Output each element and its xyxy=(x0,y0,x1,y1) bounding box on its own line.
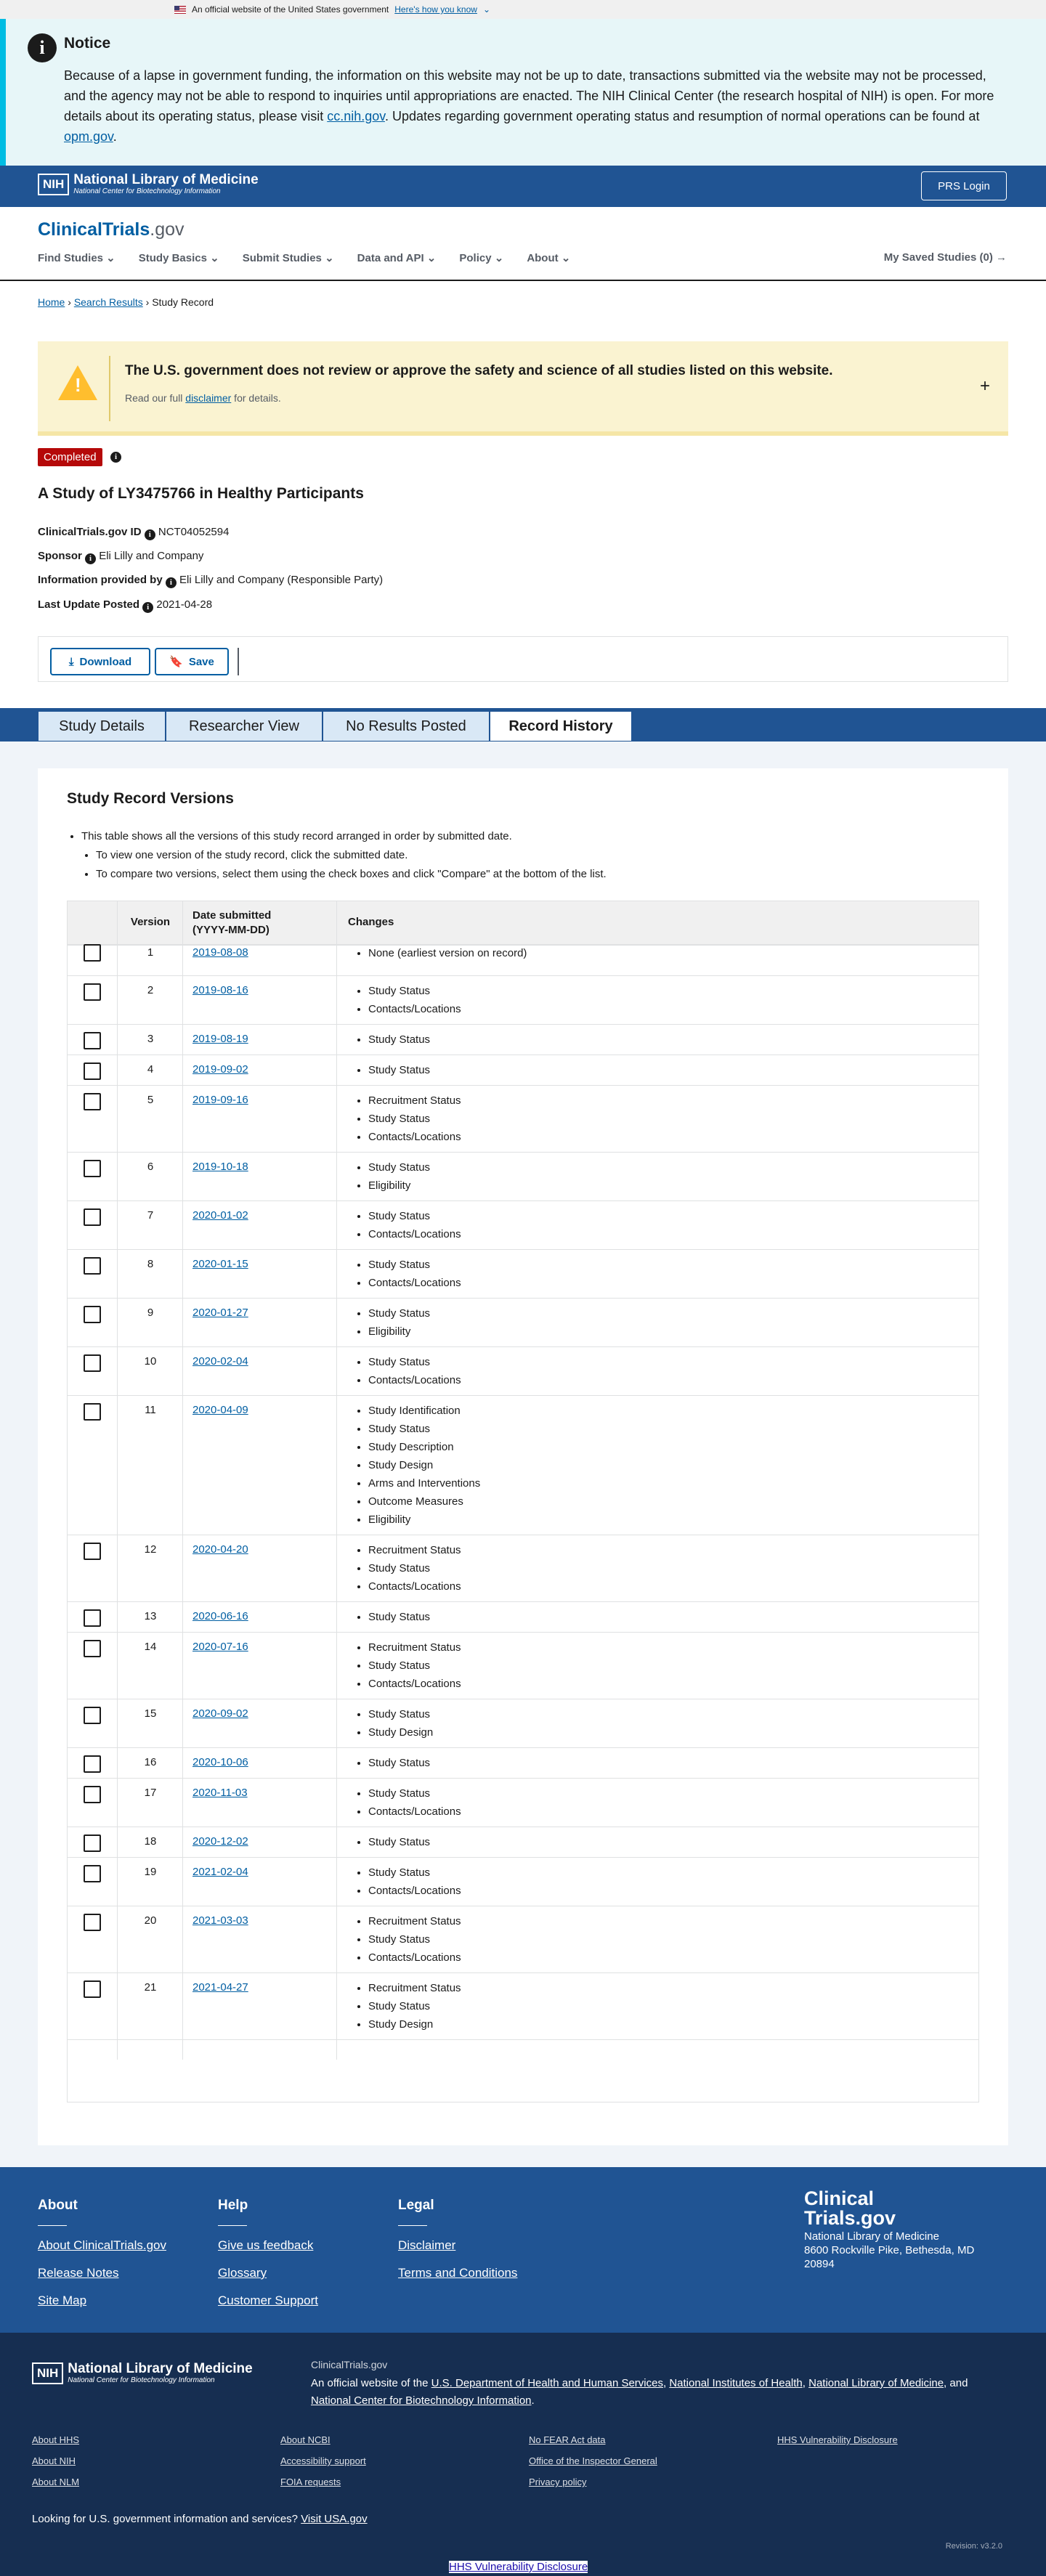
footer-glossary[interactable]: Glossary xyxy=(218,2266,267,2280)
version-date-link[interactable]: 2019-09-16 xyxy=(192,1094,248,1106)
privacy-link[interactable]: Privacy policy xyxy=(529,2477,587,2487)
change-item: • Contacts/Locations xyxy=(368,1371,461,1389)
save-button[interactable]: 🔖 Save xyxy=(155,648,229,675)
change-item: • Contacts/Locations xyxy=(368,1577,461,1596)
ncbi-name: National Center for Biotechnology Information xyxy=(73,187,221,195)
chevron-down-icon: ⌄ xyxy=(206,252,219,264)
changes-list xyxy=(368,1402,480,1529)
hhs-vuln-link[interactable]: HHS Vulnerability Disclosure xyxy=(777,2434,898,2445)
bookmark-icon: 🔖 xyxy=(169,656,183,668)
nav-item-find-studies[interactable]: Find Studies ⌄ xyxy=(38,252,115,264)
changes-list xyxy=(368,1031,430,1049)
version-number: 8 xyxy=(147,1258,154,1270)
tab-record-history[interactable]: Record History xyxy=(490,711,632,741)
change-item: • Recruitment Status xyxy=(368,1912,461,1930)
change-item: • Study Status xyxy=(368,1559,461,1577)
nav-item-submit-studies[interactable]: Submit Studies ⌄ xyxy=(242,252,334,264)
revision-text: Revision: v3.2.0 xyxy=(945,2542,1002,2551)
us-flag-icon xyxy=(174,6,186,14)
version-number: 11 xyxy=(145,1404,156,1416)
about-nlm-link[interactable]: About NLM xyxy=(32,2477,80,2487)
footer-terms[interactable]: Terms and Conditions xyxy=(398,2266,518,2280)
version-date-link[interactable]: 2020-01-02 xyxy=(192,1209,248,1222)
change-item: • Recruitment Status xyxy=(368,1979,461,1997)
version-number: 17 xyxy=(144,1787,157,1799)
warning-icon: ! xyxy=(58,365,97,400)
change-item: • Study Status xyxy=(368,1997,461,2015)
compare-checkbox[interactable] xyxy=(84,1640,101,1657)
accessibility-link[interactable]: Accessibility support xyxy=(280,2455,366,2466)
change-item: • Study Status xyxy=(368,1657,461,1675)
breadcrumb-search-results[interactable]: Search Results xyxy=(73,296,143,308)
nih-logo-mark: NIH xyxy=(32,2362,63,2384)
info-icon[interactable]: i xyxy=(145,529,155,540)
info-provided-value: Eli Lilly and Company (Responsible Party) xyxy=(179,574,384,586)
changes-list xyxy=(368,1541,461,1596)
sponsor-value: Eli Lilly and Company xyxy=(99,550,204,562)
info-icon[interactable]: i xyxy=(85,553,96,564)
compare-checkbox[interactable] xyxy=(84,1403,101,1421)
nlm-logo[interactable] xyxy=(38,173,259,196)
change-item: • Study Status xyxy=(368,1158,430,1177)
version-date-link[interactable]: 2019-09-02 xyxy=(192,1063,248,1076)
table-row xyxy=(68,1778,979,1827)
status-info-icon[interactable]: i xyxy=(110,452,121,463)
disclaimer-banner[interactable] xyxy=(38,341,1008,436)
change-item: • Contacts/Locations xyxy=(368,1128,461,1146)
changes-list xyxy=(368,1705,433,1742)
version-date-link[interactable]: 2020-06-16 xyxy=(192,1610,248,1622)
changes-list xyxy=(368,1833,430,1851)
compare-checkbox[interactable] xyxy=(84,1032,101,1049)
change-item: • Study Status xyxy=(368,1207,461,1225)
version-date-link[interactable]: 2019-08-08 xyxy=(192,946,248,959)
compare-checkbox[interactable] xyxy=(84,1093,101,1110)
version-number: 5 xyxy=(147,1094,154,1106)
version-date-link[interactable]: 2021-03-03 xyxy=(192,1914,248,1927)
changes-list xyxy=(368,1912,461,1967)
info-provided-row: Information provided by i Eli Lilly and Company (Responsible Party) xyxy=(38,574,384,587)
disclaimer-title: The U.S. government does not review or approve the safety and science of all studies listed on this website. xyxy=(125,363,833,378)
footer-secondary xyxy=(0,2333,1046,2576)
table-row xyxy=(68,1298,979,1346)
version-number: 18 xyxy=(144,1835,157,1848)
version-number: 15 xyxy=(144,1707,157,1720)
disclaimer-text: Read our full disclaimer for details. xyxy=(125,392,281,404)
col-divider xyxy=(182,901,183,2060)
change-item: • Study Status xyxy=(368,1304,430,1322)
footer-customer-support[interactable]: Customer Support xyxy=(218,2293,318,2307)
col-divider xyxy=(117,901,118,2060)
nih-link[interactable]: National Institutes of Health xyxy=(669,2377,803,2389)
table-row xyxy=(68,1972,979,2039)
action-bar xyxy=(38,636,1008,682)
study-id-row: ClinicalTrials.gov ID i NCT04052594 xyxy=(38,526,230,539)
change-item: • Eligibility xyxy=(368,1322,430,1341)
change-item: • Contacts/Locations xyxy=(368,1274,461,1292)
site-logo[interactable]: ClinicalTrials.gov xyxy=(38,219,185,240)
changes-list xyxy=(368,1864,461,1900)
footer-primary xyxy=(0,2167,1046,2333)
compare-checkbox[interactable] xyxy=(84,1257,101,1275)
about-nih-link[interactable]: About NIH xyxy=(32,2455,76,2466)
change-item: • Study Status xyxy=(368,1031,430,1049)
change-item: • Outcome Measures xyxy=(368,1492,480,1511)
compare-checkbox[interactable] xyxy=(84,983,101,1001)
nih-header xyxy=(0,166,1046,207)
compare-checkbox[interactable] xyxy=(84,1707,101,1724)
hhs-link[interactable]: U.S. Department of Health and Human Services xyxy=(431,2377,663,2389)
change-item: • Study Design xyxy=(368,1723,433,1742)
changes-list xyxy=(368,1256,461,1292)
table-row xyxy=(68,1200,979,1249)
change-item: • Arms and Interventions xyxy=(368,1474,480,1492)
nav-divider xyxy=(0,280,1046,281)
change-item: • Study Status xyxy=(368,1754,430,1772)
last-update-row: Last Update Posted i 2021-04-28 xyxy=(38,598,213,612)
change-item: • Study Design xyxy=(368,2015,461,2033)
version-date-link[interactable]: 2019-08-16 xyxy=(192,984,248,996)
version-number: 9 xyxy=(147,1307,154,1319)
changes-list xyxy=(368,1608,430,1626)
version-date-link[interactable]: 2020-09-02 xyxy=(192,1707,248,1720)
version-date-link[interactable]: 2020-02-04 xyxy=(192,1355,248,1368)
compare-checkbox[interactable] xyxy=(84,1063,101,1080)
info-icon: i xyxy=(28,33,57,62)
change-item: • Recruitment Status xyxy=(368,1541,461,1559)
table-row xyxy=(68,1346,979,1395)
change-item: • Recruitment Status xyxy=(368,1638,461,1657)
version-date-link[interactable]: 2020-04-20 xyxy=(192,1543,248,1556)
version-number: 6 xyxy=(147,1161,154,1173)
arrow-right-icon: → xyxy=(996,251,1007,264)
study-id: NCT04052594 xyxy=(158,526,230,538)
change-item: • Study Status xyxy=(368,1061,430,1079)
nav-item-study-basics[interactable]: Study Basics ⌄ xyxy=(138,252,219,264)
col-date: Date submitted (YYYY-MM-DD) xyxy=(192,909,272,936)
changes-list xyxy=(368,944,527,962)
footer-legal-title: Legal xyxy=(398,2198,434,2213)
table-row xyxy=(68,1152,979,1200)
disclaimer-link[interactable]: disclaimer xyxy=(185,392,232,404)
version-date-link[interactable]: 2020-12-02 xyxy=(192,1835,248,1848)
opm-link[interactable]: opm.gov xyxy=(64,129,113,144)
table-row xyxy=(68,1827,979,1857)
usa-gov-row: Looking for U.S. government information and services? Visit USA.gov xyxy=(32,2513,368,2525)
table-row xyxy=(68,1249,979,1298)
versions-table-header xyxy=(68,901,979,945)
change-item: • Contacts/Locations xyxy=(368,1949,461,1967)
change-item: • Study Status xyxy=(368,982,461,1000)
table-row xyxy=(68,1906,979,1972)
nav-item-about[interactable]: About ⌄ xyxy=(527,252,571,264)
version-number: 20 xyxy=(144,1914,157,1927)
breadcrumb: Home › Search Results › Study Record xyxy=(38,296,214,308)
footer-about-ct[interactable]: About ClinicalTrials.gov xyxy=(38,2238,166,2252)
version-number: 13 xyxy=(144,1610,157,1622)
download-button[interactable]: ⤓ Download xyxy=(50,648,150,675)
version-number: 12 xyxy=(144,1543,157,1556)
col-version: Version xyxy=(130,916,171,928)
chevron-down-icon: ⌄ xyxy=(321,252,334,264)
version-date-link[interactable]: 2019-10-18 xyxy=(192,1161,248,1173)
col-changes: Changes xyxy=(348,916,394,928)
footer-rule xyxy=(398,2225,427,2226)
footer-release-notes[interactable]: Release Notes xyxy=(38,2266,119,2280)
footer-disclaimer[interactable]: Disclaimer xyxy=(398,2238,456,2252)
usa-gov-link[interactable]: Visit USA.gov xyxy=(301,2513,368,2525)
table-row xyxy=(68,1601,979,1632)
compare-checkbox[interactable] xyxy=(84,1865,101,1882)
change-item: • Contacts/Locations xyxy=(368,1803,461,1821)
version-date-link[interactable]: 2020-01-15 xyxy=(192,1258,248,1270)
changes-list xyxy=(368,1979,461,2033)
change-item: • Study Status xyxy=(368,1930,461,1949)
changes-list xyxy=(368,1353,461,1389)
version-number: 21 xyxy=(144,1981,157,1994)
changes-list xyxy=(368,1784,461,1821)
change-item: • Study Status xyxy=(368,1353,461,1371)
version-number: 3 xyxy=(147,1033,154,1045)
status-badge: Completed xyxy=(38,448,102,466)
version-date-link[interactable]: 2020-07-16 xyxy=(192,1641,248,1653)
notice-title: Notice xyxy=(64,35,111,52)
change-item: • Study Status xyxy=(368,1784,461,1803)
nih-logo-mark: NIH xyxy=(38,174,69,195)
inspector-general-link[interactable]: Office of the Inspector General xyxy=(529,2455,657,2466)
compare-checkbox[interactable] xyxy=(84,1835,101,1852)
change-item: • Eligibility xyxy=(368,1177,430,1195)
nav-item-data-and-api[interactable]: Data and API ⌄ xyxy=(357,252,437,264)
how-you-know-link[interactable]: Here's how you know xyxy=(394,4,477,15)
changes-list xyxy=(368,1092,461,1146)
record-versions-title: Study Record Versions xyxy=(67,790,234,807)
footer-site-name: ClinicalTrials.gov xyxy=(311,2359,388,2370)
change-item: • Study Status xyxy=(368,1608,430,1626)
my-saved-studies-link[interactable]: My Saved Studies (0) → xyxy=(883,251,1007,264)
table-row xyxy=(68,945,979,975)
version-date-link[interactable]: 2019-08-19 xyxy=(192,1033,248,1045)
sponsor-row: Sponsor i Eli Lilly and Company xyxy=(38,550,204,563)
version-date-link[interactable]: 2020-11-03 xyxy=(192,1787,248,1799)
record-versions-intro: • This table shows all the versions of this study record arranged in order by submitted date. • To view one version of the study record, click the submitted date. • To compare two versions, select them using the check boxes and click "Compare" at the bottom of the list. xyxy=(81,827,607,884)
change-item: • Study Status xyxy=(368,1705,433,1723)
table-row xyxy=(68,1857,979,1906)
nav-item-policy[interactable]: Policy ⌄ xyxy=(459,252,504,264)
info-icon[interactable]: i xyxy=(142,602,153,613)
main-nav xyxy=(38,251,570,264)
compare-checkbox[interactable] xyxy=(84,1755,101,1773)
table-row xyxy=(68,1632,979,1699)
change-item: • Study Identification xyxy=(368,1402,480,1420)
gov-banner xyxy=(0,0,1046,19)
table-row xyxy=(68,1395,979,1535)
changes-list xyxy=(368,1061,430,1079)
version-number: 4 xyxy=(147,1063,154,1076)
gov-banner-text: An official website of the United States government xyxy=(192,4,389,15)
chevron-down-icon: ⌄ xyxy=(558,252,571,264)
version-number: 16 xyxy=(144,1756,157,1768)
change-item: • Contacts/Locations xyxy=(368,1882,461,1900)
study-tabs xyxy=(0,708,1046,741)
table-row xyxy=(68,1535,979,1601)
tab-researcher-view[interactable]: Researcher View xyxy=(166,711,323,741)
compare-checkbox[interactable] xyxy=(84,944,101,962)
compare-checkbox[interactable] xyxy=(84,1208,101,1226)
version-date-link[interactable]: 2021-04-27 xyxy=(192,1981,248,1994)
about-ncbi-link[interactable]: About NCBI xyxy=(280,2434,331,2445)
compare-checkbox[interactable] xyxy=(84,1609,101,1627)
changes-list xyxy=(368,1158,430,1195)
chevron-down-icon: ⌄ xyxy=(482,4,491,15)
change-item: • Study Description xyxy=(368,1438,480,1456)
change-item: • Contacts/Locations xyxy=(368,1225,461,1243)
version-number: 10 xyxy=(144,1355,157,1368)
tab-study-details[interactable]: Study Details xyxy=(38,711,166,741)
version-number: 7 xyxy=(147,1209,154,1222)
footer-help-title: Help xyxy=(218,2198,248,2213)
footer-address: National Library of Medicine 8600 Rockville Pike, Bethesda, MD 20894 xyxy=(804,2230,975,2270)
ncbi-link[interactable]: National Center for Biotechnology Information xyxy=(311,2394,532,2407)
change-item: • Study Status xyxy=(368,1420,480,1438)
changes-list xyxy=(368,1754,430,1772)
version-number: 19 xyxy=(144,1866,157,1878)
change-item: • Study Status xyxy=(368,1864,461,1882)
version-number: 1 xyxy=(147,946,154,959)
table-row xyxy=(68,1699,979,1747)
versions-table xyxy=(67,901,979,2102)
footer-rule xyxy=(218,2225,247,2226)
cc-nih-link[interactable]: cc.nih.gov xyxy=(327,109,385,123)
table-row xyxy=(68,1747,979,1778)
change-item: • Study Design xyxy=(368,1456,480,1474)
col-divider xyxy=(336,901,337,2060)
foia-link[interactable]: FOIA requests xyxy=(280,2477,341,2487)
version-number: 14 xyxy=(144,1641,157,1653)
footer-feedback[interactable]: Give us feedback xyxy=(218,2238,314,2252)
breadcrumb-home[interactable]: Home xyxy=(38,296,65,308)
compare-checkbox[interactable] xyxy=(84,1160,101,1177)
disclaimer-divider xyxy=(109,356,110,421)
notice-body: Because of a lapse in government funding, the information on this website may not be up to date, transactions submitted via the website may not be processed, and the agency may not be able to respond to inquiries until appropriations are enacted. The NIH Clinical Center (the research hospital of NIH) is open. For more details about its operating status, please visit cc.nih.gov. Updates regarding government operating status and resumption of normal operations can be found at opm.gov. xyxy=(64,68,994,144)
chevron-down-icon: ⌄ xyxy=(491,252,504,264)
study-title: A Study of LY3475766 in Healthy Participants xyxy=(38,485,364,502)
funding-notice xyxy=(0,19,1046,166)
compare-checkbox[interactable] xyxy=(84,1543,101,1560)
change-item: • Study Status xyxy=(368,1833,430,1851)
footer-rule xyxy=(38,2225,67,2226)
tab-no-results-posted[interactable]: No Results Posted xyxy=(323,711,490,741)
bottom-hhs-vuln-link[interactable]: HHS Vulnerability Disclosure xyxy=(449,2561,588,2573)
change-item: • Eligibility xyxy=(368,1511,480,1529)
compare-checkbox[interactable] xyxy=(84,1354,101,1372)
nlm-name: National Library of Medicine xyxy=(73,172,259,187)
action-divider xyxy=(238,648,239,675)
changes-list xyxy=(368,1207,461,1243)
version-date-link[interactable]: 2021-02-04 xyxy=(192,1866,248,1878)
download-icon: ⤓ xyxy=(68,655,74,668)
table-row xyxy=(68,1055,979,1085)
table-row xyxy=(68,1085,979,1152)
changes-list xyxy=(368,1638,461,1693)
info-icon[interactable]: i xyxy=(166,577,177,588)
footer-nlm-logo[interactable]: NIH National Library of Medicine National Center for Biotechnology Information xyxy=(32,2362,253,2385)
breadcrumb-current: Study Record xyxy=(152,296,214,308)
chevron-down-icon: ⌄ xyxy=(103,252,115,264)
changes-list xyxy=(368,982,461,1018)
version-date-link[interactable]: 2020-04-09 xyxy=(192,1404,248,1416)
change-item: • Study Status xyxy=(368,1256,461,1274)
compare-checkbox[interactable] xyxy=(84,1306,101,1323)
chevron-down-icon: ⌄ xyxy=(423,252,437,264)
about-hhs-link[interactable]: About HHS xyxy=(32,2434,80,2445)
change-item: • None (earliest version on record) xyxy=(368,944,527,962)
change-item: • Study Status xyxy=(368,1110,461,1128)
table-row xyxy=(68,1024,979,1055)
table-end-rule xyxy=(68,2039,979,2040)
version-date-link[interactable]: 2020-01-27 xyxy=(192,1307,248,1319)
compare-checkbox[interactable] xyxy=(84,1980,101,1998)
expand-plus-icon[interactable]: + xyxy=(979,376,990,396)
table-row xyxy=(68,975,979,1024)
changes-list xyxy=(368,1304,430,1341)
change-item: • Recruitment Status xyxy=(368,1092,461,1110)
prs-login-button[interactable]: PRS Login xyxy=(921,171,1007,200)
change-item: • Contacts/Locations xyxy=(368,1675,461,1693)
compare-checkbox[interactable] xyxy=(84,1786,101,1803)
no-fear-link[interactable]: No FEAR Act data xyxy=(529,2434,606,2445)
nlm-link[interactable]: National Library of Medicine xyxy=(808,2377,944,2389)
compare-checkbox[interactable] xyxy=(84,1914,101,1931)
version-date-link[interactable]: 2020-10-06 xyxy=(192,1756,248,1768)
change-item: • Contacts/Locations xyxy=(368,1000,461,1018)
last-update-value: 2021-04-28 xyxy=(156,598,213,611)
footer-site-map[interactable]: Site Map xyxy=(38,2293,87,2307)
footer-about-title: About xyxy=(38,2198,78,2213)
footer-official-text: An official website of the U.S. Department of Health and Human Services, National Institutes of Health, National Library of Medicine, and National Center for Biotechnology Information. xyxy=(311,2377,968,2407)
version-number: 2 xyxy=(147,984,154,996)
footer-ct-logo[interactable]: Clinical Trials.gov xyxy=(804,2187,896,2229)
